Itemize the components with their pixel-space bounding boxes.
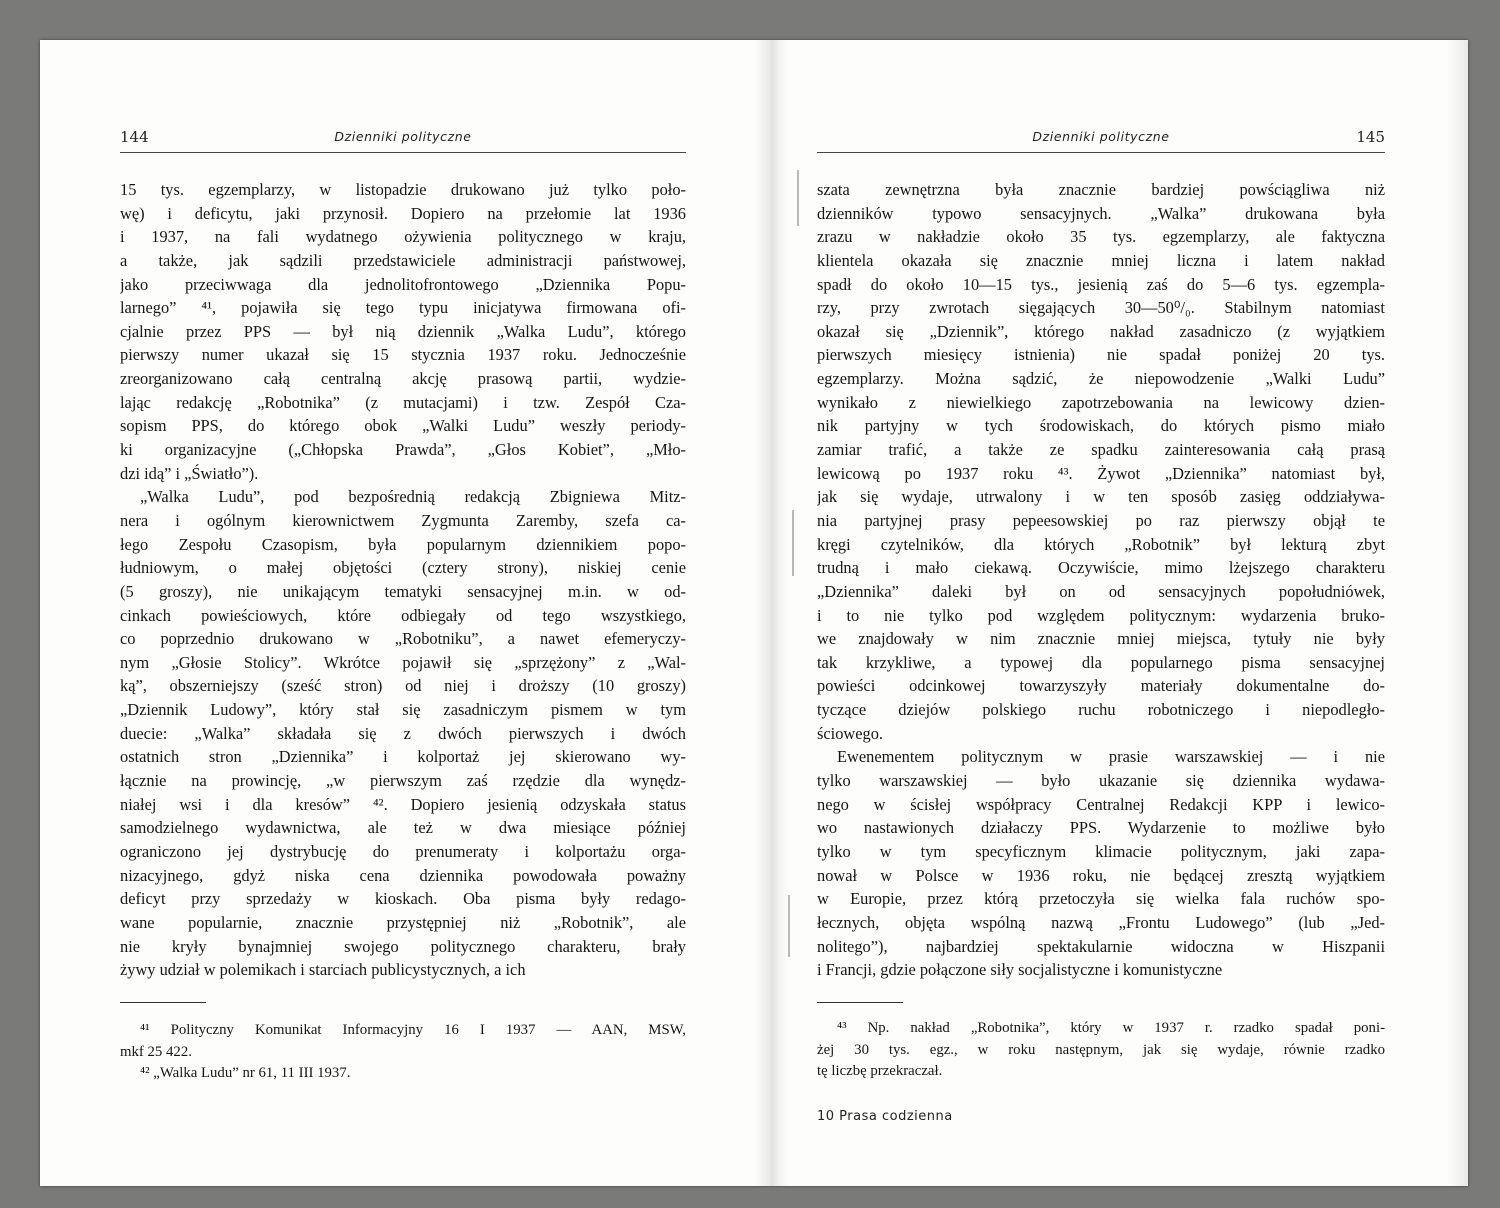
text-line: Ewenementem politycznym w prasie warszawskiej — i nie — [837, 747, 1385, 767]
text-line: ⁴² „Walka Ludu” nr 61, 11 III 1937. — [140, 1065, 351, 1081]
text-line: jak się wydaje, utrwalony i w ten sposób zasięg oddziaływa- — [817, 487, 1385, 507]
text-line: jako przeciwwaga dla jednolitofrontowego „Dziennika Popu- — [120, 274, 686, 294]
text-line: tę liczbę przekraczał. — [817, 1063, 943, 1079]
text-line: dzienników typowo sensacyjnych. „Walka” drukowana była — [817, 203, 1385, 223]
text-line: zreorganizowano całą centralną akcję prasową partii, wydzie- — [120, 369, 686, 389]
text-line: nera i ogólnym kierownictwem Zygmunta Zaremby, szefa ca- — [120, 510, 686, 530]
text-line: wane popularnie, znacznie przystępniej niż „Robotnik”, ale — [120, 912, 686, 932]
text-line: nie kryły bynajmniej swojego politycznego charakteru, brały — [120, 936, 686, 956]
text-line: „Dziennika” daleki był on od sensacyjnych popołudniówek, — [817, 581, 1385, 601]
text-line: nował w Polsce w 1936 roku, nie będącej zresztą wyjątkiem — [817, 865, 1385, 885]
text-line: lewicową po 1937 roku ⁴³. Żywot „Dziennika” natomiast był, — [817, 463, 1385, 483]
text-line: trudną i mało ciekawą. Oczywiście, mimo lżejszego charakteru — [817, 558, 1385, 578]
running-header — [120, 128, 686, 148]
book-spread — [40, 40, 1468, 1186]
text-line: tylko warszawskiej — było ukazanie się dziennika wydawa- — [817, 771, 1385, 791]
text-line: nik partyjny w tych środowiskach, do których pismo miało — [817, 416, 1385, 436]
text-line: ⁴¹ Polityczny Komunikat Informacyjny 16 I 1937 — AAN, MSW, — [140, 1022, 686, 1038]
header-rule — [120, 152, 686, 153]
text-line: żej 30 tys. egz., w roku następnym, jak się wydaje, równie rzadko — [817, 1041, 1385, 1058]
text-line: tylko w tym specyficznym klimacie politycznym, jaki zapa- — [817, 841, 1385, 861]
text-line: i Francji, gdzie połączone siły socjalistyczne i komunistyczne — [817, 960, 1223, 980]
text-line: dzi idą” i „Światło”). — [120, 463, 259, 483]
text-line: nolitego”), najbardziej spektakularnie widoczna w Hiszpanii — [817, 936, 1385, 956]
text-line: deficyt przy sprzedaży w kioskach. Oba pisma były redago- — [120, 889, 686, 909]
text-line: powieści odcinkowej towarzyszyły materiały dokumentalne do- — [817, 676, 1385, 696]
text-line: spadł do około 10—15 tys., jesienią zaś do 5—6 tys. egzempla- — [817, 274, 1385, 294]
text-line: samodzielnego wydawnictwa, ale też w dwa miesiące później — [120, 818, 686, 838]
page-number: 145 — [1356, 128, 1385, 146]
binding-stitch — [788, 895, 790, 957]
book-gutter — [754, 40, 788, 1186]
text-line: sopism PPS, do którego obok „Walki Ludu” weszły periody- — [120, 416, 686, 436]
binding-stitch — [792, 510, 794, 576]
text-line: żywy udział w polemikach i starciach publicystycznych, a ich — [120, 960, 526, 980]
text-line: co poprzednio drukowano w „Robotniku”, a nawet efemeryczy- — [120, 629, 686, 649]
running-head-title: Dzienniki polityczne — [1032, 129, 1170, 144]
text-line: we znajdowały w nim znacznie mniej miejsca, tytuły nie były — [817, 629, 1385, 649]
text-line: niałej wsi i dla kresów” ⁴². Dopiero jesienią odzyskała status — [120, 794, 686, 814]
text-line: wę) i deficytu, jaki przynosił. Dopiero na przełomie lat 1936 — [120, 203, 686, 223]
footnote-rule — [817, 1002, 903, 1003]
text-line: nizacyjnego, gdyż niska cena dziennika powodowała poważny — [120, 865, 686, 885]
text-line: ograniczono jej dystrybucję do prenumeraty i kolportażu orga- — [120, 841, 686, 861]
text-line: i 1937, na fali wydatnego ożywienia politycznego w kraju, — [120, 227, 686, 247]
text-line: nym „Głosie Stolicy”. Wkrótce pojawił się „sprzężony” z „Wal- — [120, 652, 686, 672]
text-line: wynikało z niewielkiego zapotrzebowania na lewicowy dzien- — [817, 392, 1385, 412]
text-line: ⁴³ Np. nakład „Robotnika”, który w 1937 r. rzadko spadał poni- — [837, 1020, 1385, 1036]
text-line: kręgi czytelników, dla których „Robotnik” był lekturą zbyt — [817, 534, 1385, 554]
text-line: ostatnich stron „Dziennika” i kolportaż jej skierowano wy- — [120, 747, 686, 767]
footnote-rule — [120, 1002, 206, 1003]
page-edge-shadow — [1448, 40, 1468, 1186]
text-line: zrazu w nakładzie około 35 tys. egzemplarzy, ale faktyczna — [817, 227, 1385, 247]
text-line: łudniowym, o małej objętości (cztery strony), niskiej cenie — [120, 558, 686, 578]
running-header — [817, 128, 1385, 148]
footnotes — [120, 1020, 686, 1085]
text-line: wo nastawionych działaczy PPS. Wydarzenie to możliwe było — [817, 818, 1385, 838]
binding-stitch — [797, 170, 799, 226]
running-head-title: Dzienniki polityczne — [334, 129, 472, 144]
text-line: a także, jak sądzili przedstawiciele administracji państwowej, — [120, 250, 686, 270]
text-line: „Walka Ludu”, pod bezpośrednią redakcją Zbigniewa Mitz- — [140, 487, 686, 507]
text-line: nia partyjnej prasy pepeesowskiej po raz pierwszy objął te — [817, 510, 1385, 530]
text-line: i to nie tylko pod względem politycznym: wydarzenia bruko- — [817, 605, 1385, 625]
text-line: duecie: „Walka” składała się z dwóch pierwszych i dwóch — [120, 723, 686, 743]
text-line: łącznie na prowincję, „w pierwszym zaś rzędzie dla wynędz- — [120, 771, 686, 791]
text-line: łego Zespołu Czasopism, była popularnym dziennikiem popo- — [120, 534, 686, 554]
text-line: tyczące dziejów polskiego ruchu robotniczego i niepodległo- — [817, 700, 1385, 720]
text-line: lając redakcję „Robotnika” (z mutacjami) i tzw. Zespół Cza- — [120, 392, 686, 412]
text-line: ką”, obszerniejszy (sześć stron) od niej i droższy (10 groszy) — [120, 676, 686, 696]
text-line: tak krzykliwe, a typowej dla popularnego pisma sensacyjnej — [817, 652, 1385, 672]
text-line: egzemplarzy. Można sądzić, że niepowodzenie „Walki Ludu” — [817, 369, 1385, 389]
text-line: zamiar trafić, a także ze spadku zainteresowania całą prasą — [817, 440, 1385, 460]
text-line: cjalnie przez PPS — był nią dziennik „Walka Ludu”, którego — [120, 321, 686, 341]
header-rule — [817, 152, 1385, 153]
text-line: (5 groszy), nie unikającym tematyki sensacyjnej m.in. w od- — [120, 581, 686, 601]
text-line: rzy, przy zwrotach sięgających 30—50⁰/₀. Stabilnym natomiast — [817, 298, 1385, 318]
body-text — [817, 178, 1385, 982]
text-line: mkf 25 422. — [120, 1043, 192, 1060]
page-number: 144 — [120, 128, 149, 146]
text-line: ściowego. — [817, 723, 884, 743]
text-line: nego w ścisłej współpracy Centralnej Redakcji KPP i lewico- — [817, 794, 1385, 814]
text-line: cinkach powieściowych, które odbiegały od tego wszystkiego, — [120, 605, 686, 625]
text-line: w Europie, przez którą przetoczyła się wielka fala ruchów spo- — [817, 889, 1385, 909]
text-line: 15 tys. egzemplarzy, w listopadzie drukowano już tylko poło- — [120, 180, 686, 199]
text-line: pierwszy numer ukazał się 15 stycznia 1937 roku. Jednocześnie — [120, 345, 686, 365]
text-line: klientela okazała się znacznie mniej liczna i latem nakład — [817, 250, 1385, 270]
text-line: „Dziennik Ludowy”, który stał się zasadniczym pismem w tym — [120, 700, 686, 720]
body-text — [120, 178, 686, 982]
footnotes — [817, 1018, 1385, 1083]
text-line: szata zewnętrzna była znacznie bardziej powściągliwa niż — [817, 180, 1385, 199]
text-line: ki organizacyjne („Chłopska Prawda”, „Głos Kobiet”, „Mło- — [120, 440, 686, 460]
printer-signature: 10 Prasa codzienna — [817, 1109, 953, 1124]
text-line: pierwszych miesięcy istnienia) nie spadał poniżej 20 tys. — [817, 345, 1385, 365]
text-line: larnego” ⁴¹, pojawiła się tego typu inicjatywa firmowana ofi- — [120, 298, 686, 318]
text-line: łecznych, objęta wspólną nazwą „Frontu Ludowego” (lub „Jed- — [817, 912, 1385, 932]
text-line: okazał się „Dziennik”, którego nakład zasadniczo (z wyjątkiem — [817, 321, 1385, 341]
